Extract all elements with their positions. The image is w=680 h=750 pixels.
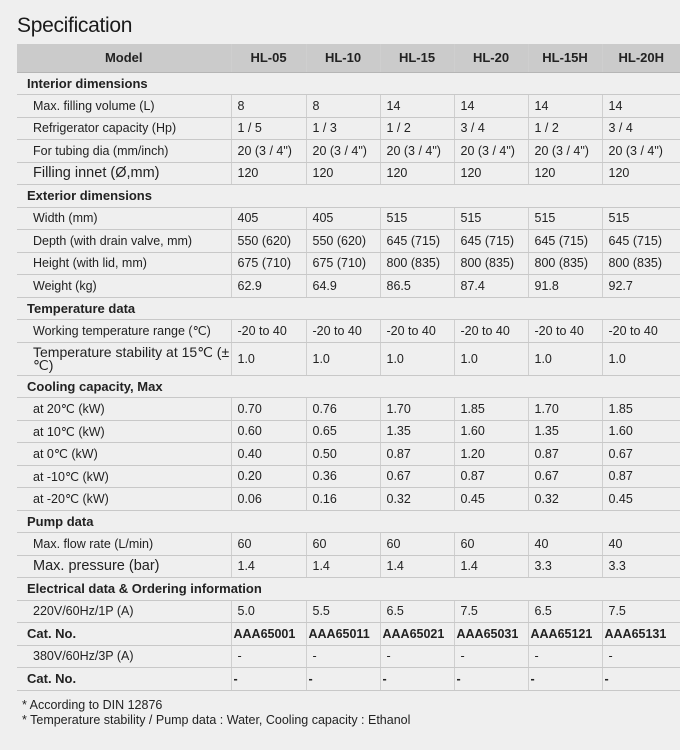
cell-value: 1.70	[528, 398, 602, 421]
table-row	[17, 398, 680, 421]
row-label: Filling innet (Ø,mm)	[17, 162, 231, 185]
cell-value: 1.85	[454, 398, 528, 421]
cell-value: 1.35	[528, 420, 602, 443]
cell-value: 1.4	[231, 555, 306, 578]
cell-value: 14	[380, 95, 454, 118]
cell-value: 86.5	[380, 275, 454, 298]
table-row	[17, 533, 680, 556]
row-label: Max. filling volume (L)	[17, 95, 231, 118]
section-header	[17, 510, 680, 533]
cell-value: -	[231, 645, 306, 668]
cell-value: 0.67	[380, 465, 454, 488]
section-header	[17, 578, 680, 601]
cell-value: 20 (3 / 4")	[306, 140, 380, 163]
table-row	[17, 600, 680, 623]
cell-value: 550 (620)	[306, 230, 380, 253]
cell-value: -	[231, 668, 306, 691]
cell-value: 1.4	[454, 555, 528, 578]
cell-value: 1.4	[306, 555, 380, 578]
cell-value: 40	[528, 533, 602, 556]
cell-value: 0.87	[380, 443, 454, 466]
cell-value: 14	[602, 95, 680, 118]
cell-value: 0.67	[602, 443, 680, 466]
cell-value: 1.60	[602, 420, 680, 443]
cell-value: -	[306, 645, 380, 668]
section-title: Pump data	[17, 510, 680, 533]
cell-value: 0.76	[306, 398, 380, 421]
cell-value: -	[454, 645, 528, 668]
section-title: Temperature data	[17, 297, 680, 320]
cell-value: 1 / 5	[231, 117, 306, 140]
cell-value: 0.50	[306, 443, 380, 466]
cell-value: 3.3	[528, 555, 602, 578]
header-row	[17, 44, 680, 72]
cell-value: 7.5	[454, 600, 528, 623]
cell-value: 91.8	[528, 275, 602, 298]
table-row	[17, 623, 680, 646]
section-header	[17, 297, 680, 320]
cell-value: 1 / 3	[306, 117, 380, 140]
row-label: Depth (with drain valve, mm)	[17, 230, 231, 253]
row-label: 220V/60Hz/1P (A)	[17, 600, 231, 623]
cell-value: 5.0	[231, 600, 306, 623]
page-title: Specification	[17, 14, 133, 37]
cell-value: 120	[454, 162, 528, 185]
cell-value: 800 (835)	[380, 252, 454, 275]
cell-value: 800 (835)	[454, 252, 528, 275]
cell-value: 40	[602, 533, 680, 556]
table-row	[17, 555, 680, 578]
cell-value: -	[602, 645, 680, 668]
cell-value: -20 to 40	[602, 320, 680, 343]
cell-value: -	[454, 668, 528, 691]
cell-value: 515	[380, 207, 454, 230]
cell-value: 0.87	[454, 465, 528, 488]
column-header-hl-20: HL-20	[454, 44, 528, 72]
cell-value: 1.0	[454, 342, 528, 375]
cell-value: -	[528, 645, 602, 668]
cell-value: 60	[306, 533, 380, 556]
cell-value: 405	[231, 207, 306, 230]
cell-value: AAA65011	[306, 623, 380, 646]
row-label: at 0℃ (kW)	[17, 443, 231, 466]
table-row	[17, 230, 680, 253]
cell-value: -20 to 40	[231, 320, 306, 343]
cell-value: 0.36	[306, 465, 380, 488]
cell-value: 60	[231, 533, 306, 556]
cell-value: 515	[602, 207, 680, 230]
cell-value: 8	[306, 95, 380, 118]
cell-value: 645 (715)	[602, 230, 680, 253]
row-label: Temperature stability at 15℃ (±℃)	[17, 342, 231, 375]
cell-value: 20 (3 / 4")	[231, 140, 306, 163]
footnotes	[22, 698, 410, 728]
cell-value: 645 (715)	[380, 230, 454, 253]
table-row	[17, 488, 680, 511]
cell-value: 0.20	[231, 465, 306, 488]
cell-value: 1 / 2	[380, 117, 454, 140]
cell-value: 120	[306, 162, 380, 185]
cell-value: -	[380, 668, 454, 691]
table-row	[17, 420, 680, 443]
table-row	[17, 117, 680, 140]
cell-value: 1.0	[380, 342, 454, 375]
cell-value: 0.67	[528, 465, 602, 488]
cell-value: 6.5	[380, 600, 454, 623]
row-label: Max. pressure (bar)	[17, 555, 231, 578]
cell-value: 405	[306, 207, 380, 230]
cell-value: 120	[380, 162, 454, 185]
cell-value: -20 to 40	[306, 320, 380, 343]
section-title: Electrical data & Ordering information	[17, 578, 680, 601]
row-label: Max. flow rate (L/min)	[17, 533, 231, 556]
cell-value: 645 (715)	[454, 230, 528, 253]
cell-value: 7.5	[602, 600, 680, 623]
cell-value: 60	[380, 533, 454, 556]
cell-value: 1.85	[602, 398, 680, 421]
cell-value: 800 (835)	[528, 252, 602, 275]
cell-value: 6.5	[528, 600, 602, 623]
table-row	[17, 207, 680, 230]
section-title: Exterior dimensions	[17, 185, 680, 208]
column-header-hl-15h: HL-15H	[528, 44, 602, 72]
cell-value: -	[380, 645, 454, 668]
cell-value: 20 (3 / 4")	[380, 140, 454, 163]
cell-value: 515	[454, 207, 528, 230]
cell-value: 62.9	[231, 275, 306, 298]
row-label: Cat. No.	[17, 668, 231, 691]
cell-value: 1 / 2	[528, 117, 602, 140]
cell-value: 0.40	[231, 443, 306, 466]
cell-value: 645 (715)	[528, 230, 602, 253]
section-header	[17, 185, 680, 208]
cell-value: 0.60	[231, 420, 306, 443]
row-label: Height (with lid, mm)	[17, 252, 231, 275]
row-label: at 20℃ (kW)	[17, 398, 231, 421]
cell-value: 1.0	[602, 342, 680, 375]
cell-value: 0.06	[231, 488, 306, 511]
section-header	[17, 375, 680, 398]
row-label: Width (mm)	[17, 207, 231, 230]
table-row	[17, 275, 680, 298]
row-label: For tubing dia (mm/inch)	[17, 140, 231, 163]
cell-value: AAA65031	[454, 623, 528, 646]
cell-value: -20 to 40	[454, 320, 528, 343]
column-header-hl-05: HL-05	[231, 44, 306, 72]
cell-value: 675 (710)	[306, 252, 380, 275]
table-row	[17, 252, 680, 275]
cell-value: 800 (835)	[602, 252, 680, 275]
row-label: at -20℃ (kW)	[17, 488, 231, 511]
cell-value: 20 (3 / 4")	[454, 140, 528, 163]
cell-value: 87.4	[454, 275, 528, 298]
row-label: Weight (kg)	[17, 275, 231, 298]
cell-value: 1.0	[528, 342, 602, 375]
row-label: 380V/60Hz/3P (A)	[17, 645, 231, 668]
cell-value: -	[602, 668, 680, 691]
table-row	[17, 645, 680, 668]
footnote-din: * According to DIN 12876	[22, 698, 163, 712]
section-header	[17, 72, 680, 95]
cell-value: 0.45	[454, 488, 528, 511]
section-title: Interior dimensions	[17, 72, 680, 95]
cell-value: 120	[528, 162, 602, 185]
cell-value: 675 (710)	[231, 252, 306, 275]
cell-value: AAA65131	[602, 623, 680, 646]
cell-value: -20 to 40	[380, 320, 454, 343]
cell-value: 1.0	[231, 342, 306, 375]
cell-value: 64.9	[306, 275, 380, 298]
cell-value: 20 (3 / 4")	[528, 140, 602, 163]
cell-value: 0.16	[306, 488, 380, 511]
cell-value: 1.4	[380, 555, 454, 578]
cell-value: 0.65	[306, 420, 380, 443]
cell-value: 20 (3 / 4")	[602, 140, 680, 163]
cell-value: 5.5	[306, 600, 380, 623]
table-row	[17, 668, 680, 691]
cell-value: 1.60	[454, 420, 528, 443]
cell-value: 120	[602, 162, 680, 185]
cell-value: AAA65121	[528, 623, 602, 646]
row-label: at -10℃ (kW)	[17, 465, 231, 488]
cell-value: AAA65021	[380, 623, 454, 646]
cell-value: 0.32	[528, 488, 602, 511]
cell-value: 1.70	[380, 398, 454, 421]
table-row	[17, 342, 680, 375]
table-row	[17, 443, 680, 466]
cell-value: 14	[528, 95, 602, 118]
row-label: Cat. No.	[17, 623, 231, 646]
row-label: at 10℃ (kW)	[17, 420, 231, 443]
cell-value: 92.7	[602, 275, 680, 298]
cell-value: -	[528, 668, 602, 691]
table-row	[17, 162, 680, 185]
section-title: Cooling capacity, Max	[17, 375, 680, 398]
cell-value: 0.87	[528, 443, 602, 466]
table-row	[17, 320, 680, 343]
column-header-hl-10: HL-10	[306, 44, 380, 72]
cell-value: 0.87	[602, 465, 680, 488]
cell-value: 550 (620)	[231, 230, 306, 253]
cell-value: 1.20	[454, 443, 528, 466]
cell-value: 1.0	[306, 342, 380, 375]
column-header-hl-15: HL-15	[380, 44, 454, 72]
row-label: Refrigerator capacity (Hp)	[17, 117, 231, 140]
row-label: Working temperature range (℃)	[17, 320, 231, 343]
specification-table	[17, 44, 680, 691]
footnote-media: * Temperature stability / Pump data : Water, Cooling capacity : Ethanol	[22, 713, 411, 727]
cell-value: 0.70	[231, 398, 306, 421]
column-header-hl-20h: HL-20H	[602, 44, 680, 72]
table-row	[17, 95, 680, 118]
table-row	[17, 140, 680, 163]
cell-value: 0.32	[380, 488, 454, 511]
cell-value: 515	[528, 207, 602, 230]
cell-value: 120	[231, 162, 306, 185]
cell-value: 3.3	[602, 555, 680, 578]
cell-value: 14	[454, 95, 528, 118]
table-row	[17, 465, 680, 488]
cell-value: -20 to 40	[528, 320, 602, 343]
cell-value: 1.35	[380, 420, 454, 443]
cell-value: 60	[454, 533, 528, 556]
cell-value: -	[306, 668, 380, 691]
cell-value: AAA65001	[231, 623, 306, 646]
cell-value: 3 / 4	[454, 117, 528, 140]
specification-body	[17, 72, 680, 690]
cell-value: 0.45	[602, 488, 680, 511]
cell-value: 3 / 4	[602, 117, 680, 140]
cell-value: 8	[231, 95, 306, 118]
column-header-model: Model	[17, 44, 231, 72]
